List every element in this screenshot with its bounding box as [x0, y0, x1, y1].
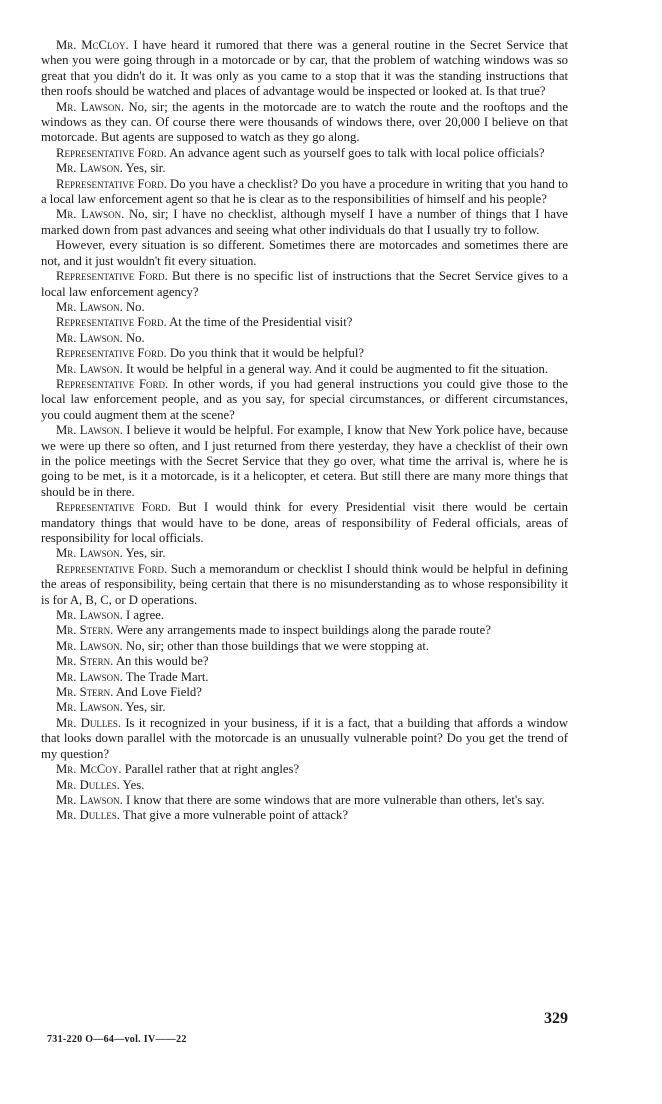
speaker-name: Representative Ford. — [56, 176, 167, 191]
speaker-name: Representative Ford. — [56, 269, 168, 284]
speaker-name: Mr. Lawson. — [56, 638, 123, 653]
statement-text: Yes. — [122, 777, 145, 792]
statement-text: An advance agent such as yourself goes to talk with local police officials? — [169, 145, 545, 160]
transcript-paragraph — [41, 639, 568, 654]
speaker-name: Mr. Lawson. — [56, 608, 123, 623]
transcript-paragraph — [41, 562, 568, 608]
speaker-name: Mr. Dulles. — [56, 715, 122, 730]
statement-text: No, sir; the agents in the motorcade are to watch the route and the rooftops and the windows as they can. Of course there were thousands of windows there, over 20,000 I believe on that motorcade. But agents are supposed to watch as they go along. — [41, 99, 568, 145]
transcript-paragraph — [41, 377, 568, 423]
transcript-paragraph — [41, 346, 568, 361]
statement-text: Do you think that it would be helpful? — [169, 346, 364, 361]
speaker-name: Mr. Lawson. — [56, 207, 125, 222]
statement-text: An this would be? — [115, 654, 209, 669]
transcript-paragraph — [41, 331, 568, 346]
statement-text: In other words, if you had general instructions you could give those to the local law enforcement people, and as you say, for special circumstances, or different circumstances, you could augment them at the scene? — [41, 376, 568, 422]
transcript-paragraph — [41, 300, 568, 315]
statement-text: But I would think for every Presidential visit there would be certain mandatory things that would have to be done, areas of responsibility of Federal officials, areas of responsibility for local officials. — [41, 500, 568, 545]
transcript-paragraph — [41, 762, 568, 777]
transcript-paragraph — [41, 38, 568, 100]
transcript-paragraph — [41, 608, 568, 623]
transcript-paragraph — [41, 500, 568, 546]
speaker-name: Mr. Lawson. — [56, 669, 123, 684]
speaker-name: Mr. Lawson. — [56, 361, 123, 376]
statement-text: Yes, sir. — [125, 546, 166, 561]
statement-text: No. — [126, 330, 145, 345]
page-number: 329 — [544, 1010, 568, 1027]
statement-text: That give a more vulnerable point of attack? — [122, 808, 349, 823]
transcript-paragraph — [41, 716, 568, 762]
speaker-name: Mr. Stern. — [56, 654, 114, 669]
statement-text: I know that there are some windows that are more vulnerable than others, let's say. — [126, 792, 545, 807]
transcript-paragraph — [41, 207, 568, 238]
print-code: 731-220 O—64—vol. IV——22 — [47, 1034, 187, 1045]
statement-text: Is it recognized in your business, if it is a fact, that a building that affords a window that looks down parallel with the motorcade is an unusually vulnerable point? Do you get the trend of my question? — [41, 715, 569, 761]
transcript-paragraph — [41, 623, 568, 638]
speaker-name: Representative Ford. — [56, 346, 167, 361]
statement-text: It would be helpful in a general way. And it could be augmented to fit the situation. — [126, 361, 548, 376]
speaker-name: Mr. Stern. — [56, 623, 114, 638]
statement-text: But there is no specific list of instructions that the Secret Service gives to a local law enforcement agency? — [41, 269, 568, 299]
transcript-paragraph — [41, 269, 568, 300]
statement-text: No, sir; other than those buildings that we were stopping at. — [126, 638, 430, 653]
transcript-paragraph — [41, 793, 568, 808]
statement-text: Such a memorandum or checklist I should think would be helpful in defining the areas of responsibility, being certain that there is no misunderstanding as to whose responsibility it is for A, B, C, or D operations. — [41, 561, 568, 607]
statement-text: The Trade Mart. — [125, 669, 209, 684]
speaker-name: Mr. Lawson. — [56, 330, 123, 345]
transcript-paragraph — [41, 100, 568, 146]
transcript-paragraph — [41, 146, 568, 161]
transcript-paragraph — [41, 685, 568, 700]
transcript-paragraph — [41, 238, 568, 269]
speaker-name: Mr. Lawson. — [56, 299, 123, 314]
speaker-name: Mr. Lawson. — [56, 792, 123, 807]
statement-text: Were any arrangements made to inspect buildings along the parade route? — [116, 623, 491, 638]
transcript-paragraph — [41, 546, 568, 561]
speaker-name: Mr. Lawson. — [56, 99, 125, 114]
speaker-name: Mr. Lawson. — [56, 161, 123, 176]
statement-text: Do you have a checklist? Do you have a procedure in writing that you hand to a local law enforcement agent so that he is clear as to the responsibilities of himself and his people? — [41, 176, 568, 207]
transcript-paragraph — [41, 778, 568, 793]
speaker-name: Representative Ford. — [56, 561, 168, 576]
transcript-paragraph — [41, 700, 568, 715]
statement-text: Parallel rather that at right angles? — [124, 762, 300, 777]
statement-text: And Love Field? — [115, 685, 202, 700]
speaker-name: Mr. McCoy. — [56, 762, 122, 777]
statement-text: No. — [126, 299, 145, 314]
transcript-body — [41, 38, 568, 824]
transcript-paragraph — [41, 177, 568, 208]
transcript-paragraph — [41, 670, 568, 685]
statement-text: I agree. — [126, 608, 165, 623]
speaker-name: Mr. Lawson. — [56, 423, 123, 438]
speaker-name: Mr. McCloy. — [56, 38, 129, 52]
speaker-name: Mr. Dulles. — [56, 777, 120, 792]
statement-text: At the time of the Presidential visit? — [169, 315, 353, 330]
transcript-paragraph — [41, 808, 568, 823]
speaker-name: Mr. Lawson. — [56, 700, 123, 715]
speaker-name: Mr. Dulles. — [56, 808, 120, 823]
transcript-paragraph — [41, 315, 568, 330]
statement-text: I believe it would be helpful. For example, I know that New York police have, because we were up there so often, and I just returned from there yesterday, they have a checklist of their own in the police meetings with the Secret Service that they go over, what time the arrival is, where he is going to be met, is it a motorcade, is it a helicopter, et cetera. But still there are many more things that should be in there. — [41, 423, 569, 499]
statement-text: Yes, sir. — [125, 161, 166, 176]
statement-text: I have heard it rumored that there was a general routine in the Secret Service that when you were going through in a motorcade or by car, that the problem of watching windows was so great that you didn't do it. It was only as you came to a stop that it was the standing instructions that then roofs should be watched and places of advantage would be inspected or looked at. Is that true? — [41, 38, 569, 99]
statement-text: Yes, sir. — [125, 700, 166, 715]
speaker-name: Mr. Lawson. — [56, 546, 123, 561]
transcript-paragraph — [41, 362, 568, 377]
transcript-paragraph — [41, 161, 568, 176]
speaker-name: Representative Ford. — [56, 145, 167, 160]
speaker-name: Representative Ford. — [56, 376, 169, 391]
transcript-paragraph — [41, 654, 568, 669]
speaker-name: Mr. Stern. — [56, 685, 114, 700]
statement-text: However, every situation is so different. Sometimes there are motorcades and sometimes there are not, and it just wouldn't fit every situation. — [41, 238, 568, 268]
speaker-name: Representative Ford. — [56, 500, 171, 515]
statement-text: No, sir; I have no checklist, although myself I have a number of things that I have marked down from past advances and seeing what other individuals do that I usually try to follow. — [41, 207, 568, 237]
transcript-paragraph — [41, 423, 568, 500]
speaker-name: Representative Ford. — [56, 315, 167, 330]
